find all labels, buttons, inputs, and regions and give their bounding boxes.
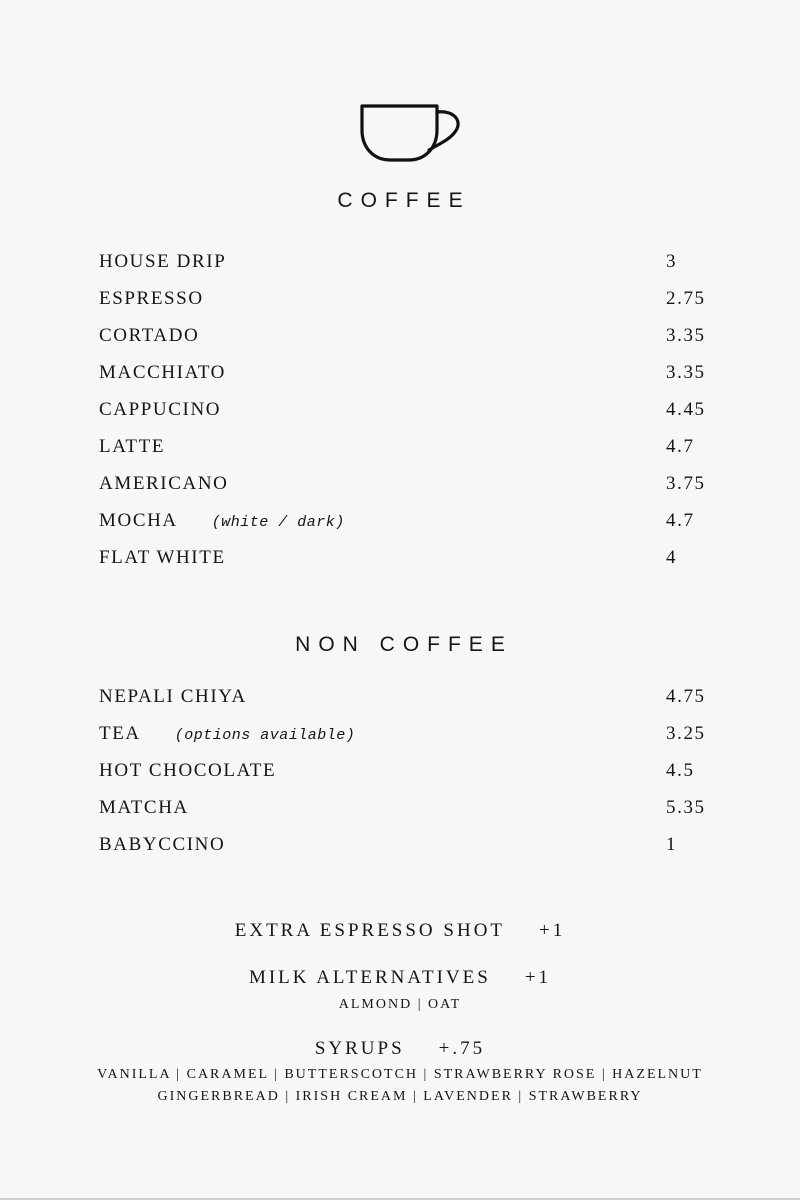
item-name: FLAT WHITE [99, 547, 226, 568]
item-name: HOUSE DRIP [99, 251, 227, 272]
menu-item [99, 398, 719, 435]
item-price: 4.7 [666, 436, 695, 457]
item-name: CAPPUCINO [99, 399, 222, 420]
item-name: BABYCCINO [99, 834, 226, 855]
item-price: 3 [666, 251, 678, 272]
menu-item [99, 509, 719, 546]
menu-item [99, 685, 719, 722]
item-name: TEA [99, 723, 141, 744]
extra-shot-price: +1 [539, 920, 566, 941]
non-coffee-section-title: NON COFFEE [295, 633, 513, 656]
menu-item [99, 435, 719, 472]
item-name: HOT CHOCOLATE [99, 760, 277, 781]
syrup-options-line-1: VANILLA | CARAMEL | BUTTERSCOTCH | STRAWBERRY ROSE | HAZELNUT [97, 1067, 703, 1082]
milk-alternatives-label: MILK ALTERNATIVES [248, 967, 491, 988]
syrups-price: +.75 [438, 1038, 486, 1059]
milk-alternatives [0, 966, 800, 990]
item-name: AMERICANO [99, 473, 229, 494]
menu-item [99, 324, 719, 361]
syrup-options-line-2: GINGERBREAD | IRISH CREAM | LAVENDER | STRAWBERRY [157, 1089, 643, 1104]
item-price: 4.45 [666, 399, 706, 420]
extra-shot-label: EXTRA ESPRESSO SHOT [234, 920, 506, 941]
item-note: (options available) [174, 727, 356, 744]
item-price: 1 [666, 834, 678, 855]
milk-alternatives-price: +1 [524, 967, 552, 988]
syrups-label: SYRUPS [314, 1038, 405, 1059]
menu-item [99, 546, 719, 583]
syrups [0, 1037, 800, 1061]
item-name: LATTE [99, 436, 166, 457]
menu-item [99, 759, 719, 796]
menu-item [99, 833, 719, 870]
item-price: 4 [666, 547, 678, 568]
menu-item [99, 250, 719, 287]
item-name: MACCHIATO [99, 362, 227, 383]
coffee-menu-list [99, 250, 719, 583]
coffee-section-title: COFFEE [337, 189, 471, 212]
item-price: 4.7 [666, 510, 695, 531]
item-price: 3.35 [666, 325, 706, 346]
non-coffee-menu-list [99, 685, 719, 870]
menu-item [99, 287, 719, 324]
item-name: NEPALI CHIYA [99, 686, 247, 707]
coffee-cup-icon [359, 102, 463, 166]
item-price: 4.75 [666, 686, 706, 707]
milk-options: ALMOND | OAT [338, 997, 462, 1012]
item-note: (white / dark) [211, 514, 345, 531]
menu-item [99, 361, 719, 398]
item-name: CORTADO [99, 325, 200, 346]
item-name: ESPRESSO [99, 288, 204, 309]
item-name: MATCHA [99, 797, 189, 818]
item-price: 2.75 [666, 288, 706, 309]
item-price: 5.35 [666, 797, 706, 818]
menu-item [99, 722, 719, 759]
item-price: 4.5 [666, 760, 695, 781]
extra-espresso-shot [0, 919, 800, 943]
item-price: 3.25 [666, 723, 706, 744]
menu-item [99, 472, 719, 509]
item-price: 3.35 [666, 362, 706, 383]
menu-item [99, 796, 719, 833]
item-name: MOCHA [99, 510, 178, 531]
item-price: 3.75 [666, 473, 706, 494]
